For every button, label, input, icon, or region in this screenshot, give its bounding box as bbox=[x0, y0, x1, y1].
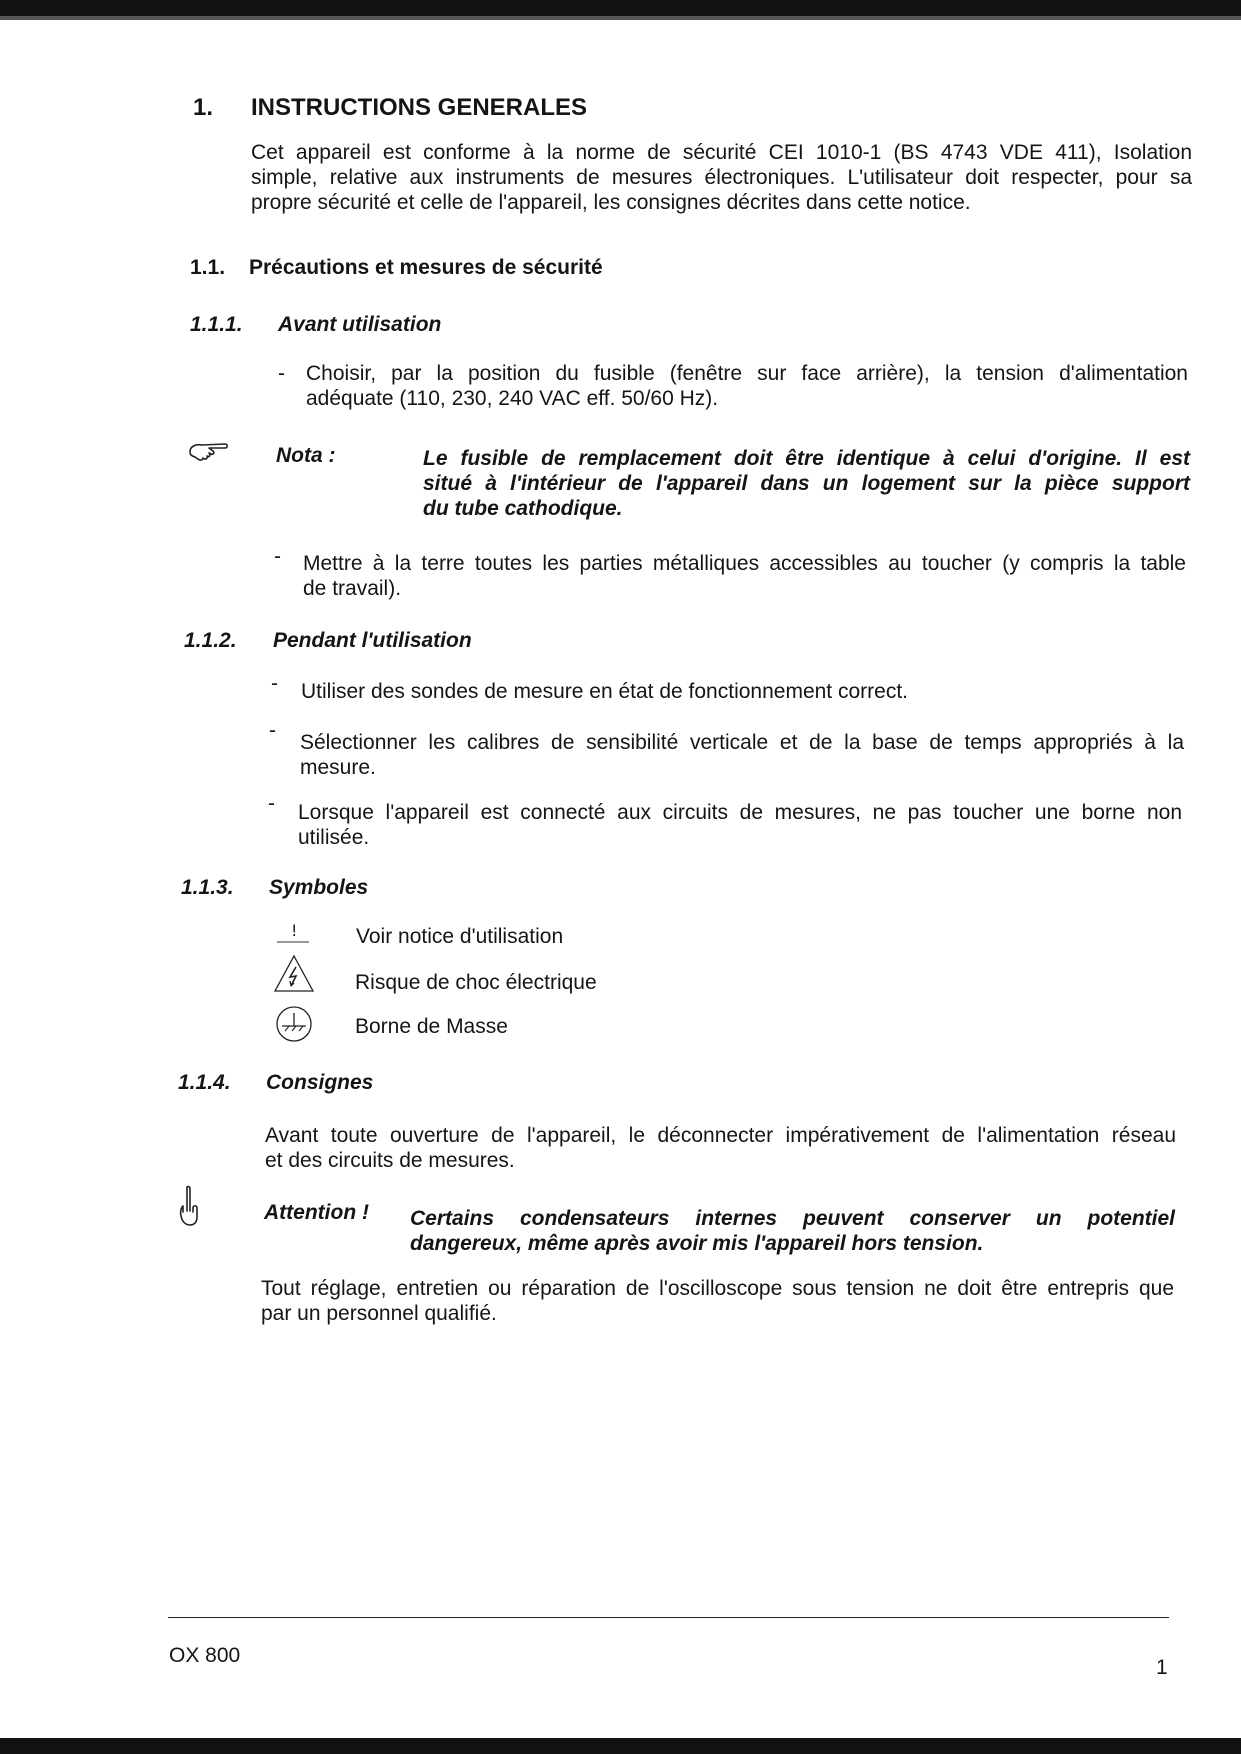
text-line: Lorsque l'appareil est connecté aux circuits de mesures, ne pas toucher une borne non bbox=[298, 801, 1182, 824]
intro-paragraph bbox=[251, 140, 1192, 215]
subsubsection-title: Symboles bbox=[269, 876, 369, 899]
subsection-number: 1.1. bbox=[190, 256, 226, 279]
subsubsection-number: 1.1.1. bbox=[190, 313, 243, 336]
text-line: par un personnel qualifié. bbox=[261, 1302, 497, 1325]
text-line: Le fusible de remplacement doit être identique à celui d'origine. Il est bbox=[423, 447, 1190, 470]
text-line: dangereux, même après avoir mis l'appareil hors tension. bbox=[410, 1232, 984, 1255]
list-item bbox=[298, 800, 1182, 850]
pointing-hand-icon bbox=[187, 440, 229, 469]
subsubsection-title: Consignes bbox=[266, 1071, 374, 1094]
subsubsection-title: Pendant l'utilisation bbox=[273, 629, 472, 652]
text-line: Mettre à la terre toutes les parties métalliques accessibles au toucher (y compris la table bbox=[303, 552, 1186, 575]
section-number: 1. bbox=[193, 94, 214, 121]
text-line: adéquate (110, 230, 240 VAC eff. 50/60 Hz). bbox=[306, 387, 719, 410]
bullet-dash: - bbox=[274, 545, 281, 568]
electric-shock-icon bbox=[273, 954, 315, 999]
section-title: INSTRUCTIONS GENERALES bbox=[251, 94, 588, 121]
bullet-dash: - bbox=[269, 719, 276, 742]
subsubsection-number: 1.1.4. bbox=[178, 1071, 231, 1094]
consignes-paragraph bbox=[265, 1123, 1176, 1173]
footer-rule bbox=[168, 1617, 1169, 1618]
bullet-dash: - bbox=[271, 672, 278, 695]
text-line: Avant toute ouverture de l'appareil, le déconnecter impérativement de l'alimentation réseau bbox=[265, 1124, 1176, 1147]
text-line: du tube cathodique. bbox=[423, 497, 623, 520]
nota-text bbox=[423, 446, 1190, 521]
svg-text:!: ! bbox=[291, 921, 298, 940]
symbol-label: Risque de choc électrique bbox=[355, 971, 597, 994]
symbol-label: Borne de Masse bbox=[355, 1015, 508, 1038]
text-line: de travail). bbox=[303, 577, 402, 600]
subsubsection-number: 1.1.2. bbox=[184, 629, 237, 652]
bullet-dash: - bbox=[278, 362, 285, 385]
scan-border-bottom bbox=[0, 1738, 1241, 1754]
text-line: simple, relative aux instruments de mesures électroniques. L'utilisateur doit respecter, pour sa bbox=[251, 166, 1192, 189]
text-line: Tout réglage, entretien ou réparation de l'oscilloscope sous tension ne doit être entrepris que bbox=[261, 1277, 1174, 1300]
page-number: 1 bbox=[1156, 1656, 1168, 1679]
raised-hand-icon bbox=[177, 1184, 199, 1233]
text-line: propre sécurité et celle de l'appareil, les consignes décrites dans cette notice. bbox=[251, 191, 971, 214]
subsubsection-number: 1.1.3. bbox=[181, 876, 234, 899]
attention-text bbox=[410, 1206, 1175, 1256]
text-line: Sélectionner les calibres de sensibilité verticale et de la base de temps appropriés à la bbox=[300, 731, 1184, 754]
text-line: situé à l'intérieur de l'appareil dans un logement sur la pièce support bbox=[423, 472, 1190, 495]
list-item bbox=[300, 730, 1184, 780]
list-item bbox=[303, 551, 1186, 601]
bullet-dash: - bbox=[268, 792, 275, 815]
text-line: Certains condensateurs internes peuvent conserver un potentiel bbox=[410, 1207, 1175, 1230]
subsubsection-title: Avant utilisation bbox=[278, 313, 442, 336]
subsection-title: Précautions et mesures de sécurité bbox=[249, 256, 603, 279]
text-line: Choisir, par la position du fusible (fenêtre sur face arrière), la tension d'alimentation bbox=[306, 362, 1188, 385]
warning-manual-icon bbox=[275, 914, 311, 951]
text-line: mesure. bbox=[300, 756, 376, 779]
text-line: Cet appareil est conforme à la norme de sécurité CEI 1010-1 (BS 4743 VDE 411), Isolation bbox=[251, 141, 1192, 164]
ground-terminal-icon bbox=[274, 1004, 314, 1049]
text-line: Utiliser des sondes de mesure en état de fonctionnement correct. bbox=[301, 680, 908, 703]
list-item bbox=[301, 679, 1185, 704]
footer-model: OX 800 bbox=[169, 1644, 241, 1667]
nota-label: Nota : bbox=[276, 444, 336, 467]
text-line: et des circuits de mesures. bbox=[265, 1149, 515, 1172]
scan-border-top bbox=[0, 0, 1241, 16]
symbol-label: Voir notice d'utilisation bbox=[356, 925, 564, 948]
final-paragraph bbox=[261, 1276, 1174, 1326]
attention-label: Attention ! bbox=[264, 1201, 369, 1224]
list-item bbox=[306, 361, 1188, 411]
text-line: utilisée. bbox=[298, 826, 370, 849]
